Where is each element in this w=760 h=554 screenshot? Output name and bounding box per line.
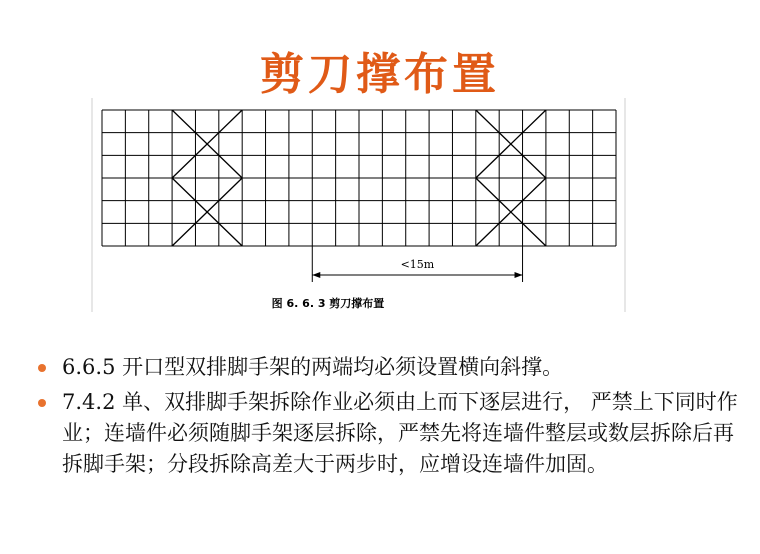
bullet-item-665	[38, 352, 738, 383]
bullet-item-742	[38, 387, 738, 480]
dimension-arrow-right-icon	[515, 272, 523, 278]
slide-title: 剪刀撑布置	[260, 49, 500, 100]
figure-caption: 图 6. 6. 3 剪刀撑布置	[271, 297, 385, 310]
dimension-arrow-left-icon	[312, 272, 320, 278]
bullet-list	[38, 352, 738, 484]
bullet-dot-icon	[38, 364, 46, 372]
bullet-text: 7.4.2 单、双排脚手架拆除作业必须由上而下逐层进行， 严禁上下同时作业；连墙件必须随脚手架逐层拆除，严禁先将连墙件整层或数层拆除后再拆脚手架；分段拆除高差大于两步时，应增设连墙件加固。	[62, 390, 738, 476]
bullet-dot-icon	[38, 399, 46, 407]
scaffold-grid	[102, 110, 616, 246]
scissor-brace-diagram	[90, 96, 630, 318]
bullet-text: 6.6.5 开口型双排脚手架的两端均必须设置横向斜撑。	[62, 355, 564, 379]
dimension-label: <15m	[400, 258, 435, 271]
